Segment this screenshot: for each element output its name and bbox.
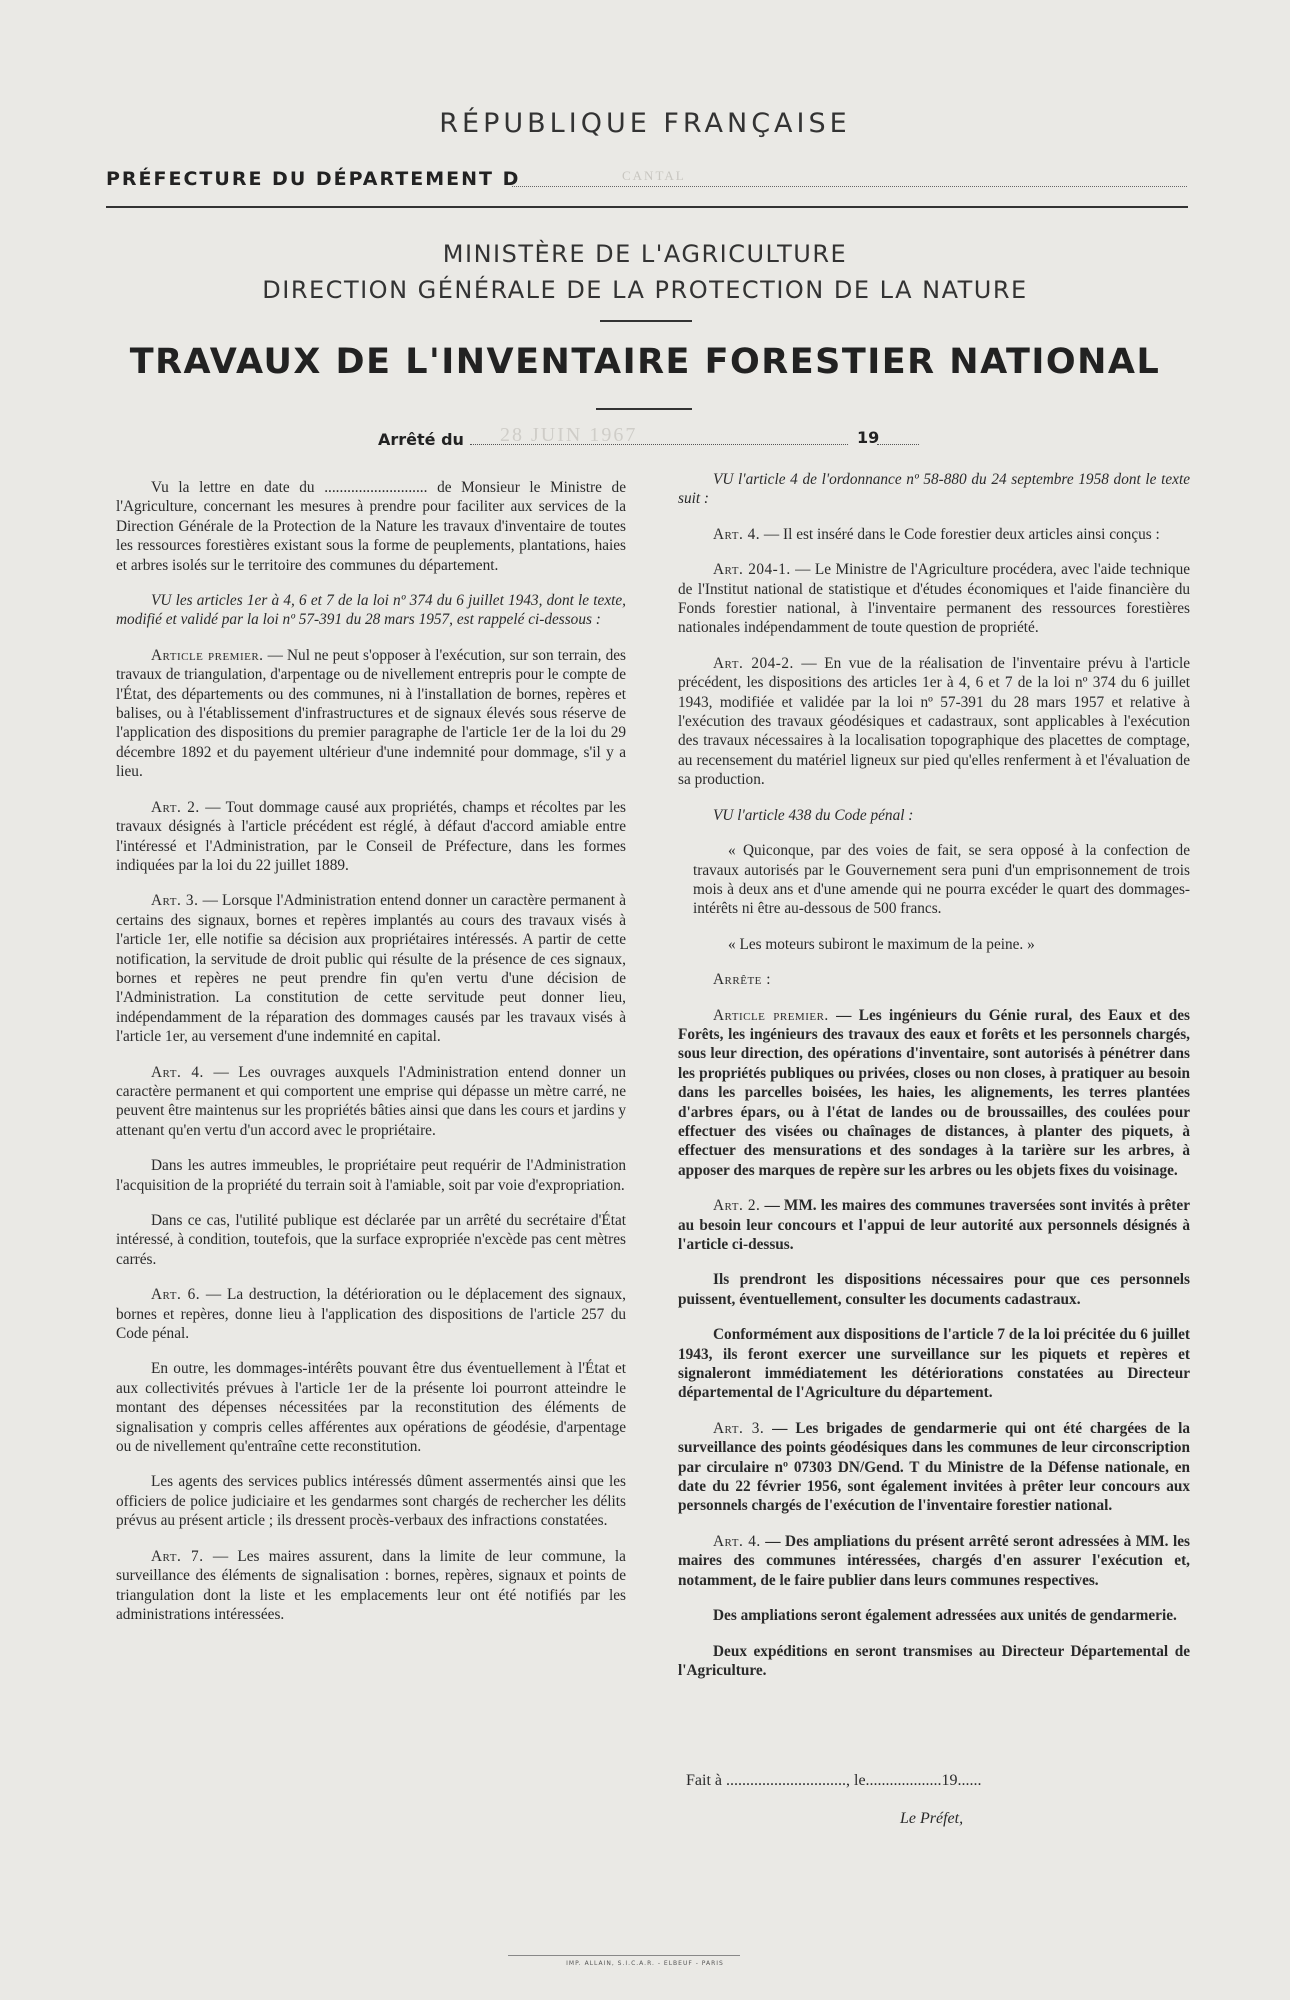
header-rule	[106, 206, 1188, 208]
prefecture-label: PRÉFECTURE DU DÉPARTEMENT D	[106, 168, 521, 190]
decree-article-3: Art. 3. — Les brigades de gendarmerie qui ont été chargées de la surveillance des points géodésiques dans les communes de leur circonscription par circulaire nº 07303 DN/Gend. T du Ministre de la Défense nationale, en date du 22 février 1956, sont également invitées à prêter leur concours aux personnels chargés de l'exécution de l'inventaire forestier national.	[678, 1419, 1190, 1515]
year-label: 19	[857, 428, 880, 447]
paragraph-surveillance: Conformément aux dispositions de l'article 7 de la loi précitée du 6 juillet 1943, ils feront exercer une surveillance sur les piquets et repères et signaleront immédiatement les détériorations constatées au Directeur départemental de l'Agriculture du département.	[678, 1326, 1190, 1402]
decree-article-2: Art. 2. — MM. les maires des communes traversées sont invités à prêter au besoin leur concours et l'appui de leur autorité aux personnels désignés à l'article ci-dessus.	[678, 1197, 1190, 1253]
arrete-label: Arrêté du	[378, 430, 464, 449]
article-3: Art. 3. — Lorsque l'Administration entend donner un caractère permanent à certains des signaux, bornes et repères implantés au cours des travaux visés à l'article 1er, elle notifie sa décision aux propriétaires intéressés. A partir de cette notification, la servitude de droit public qui résulte de la présence de ces signaux, bornes et repères ne peut prendre fin qu'en vertu d'une décision de l'Administration. La constitution de cette servitude peut donner lieu, indépendamment de la réparation des dommages causés par les travaux visés à l'article 1er, au versement d'une indemnité en capital.	[116, 892, 626, 1046]
short-divider	[600, 320, 692, 322]
republic-heading: RÉPUBLIQUE FRANÇAISE	[439, 108, 851, 139]
left-column	[116, 478, 626, 1640]
short-divider	[596, 408, 692, 410]
signature-place-date: Fait à .............................., le...................19......	[686, 1772, 982, 1789]
vu-code-penal-paragraph: VU l'article 438 du Code pénal :	[713, 806, 914, 824]
decree-article-4: Art. 4. — Des ampliations du présent arrêté seront adressées à MM. les maires des communes intéressées, chargés d'en assurer l'exécution et, notamment, de le faire publier dans leurs communes respectives.	[678, 1532, 1190, 1589]
article-204-2: Art. 204-2. — En vue de la réalisation de l'inventaire prévu à l'article précédent, les dispositions des articles 1er à 4, 6 et 7 de la loi nº 374 du 6 juillet 1943, modifiée et validée par la loi nº 57-391 du 28 mars 1957 et relative à l'exécution des travaux géodésiques et cadastraux, sont applicables à l'exécution des travaux nécessaires à la localisation topographique des placettes de comptage, au recensement du matériel ligneux sur pied qu'elles renferment à et l'évaluation de sa production.	[678, 654, 1190, 789]
prefet-signature: Le Préfet,	[900, 1810, 964, 1827]
direction-heading: DIRECTION GÉNÉRALE DE LA PROTECTION DE LA NATURE	[262, 276, 1028, 304]
decree-article-premier: Article premier. — Les ingénieurs du Génie rural, des Eaux et des Forêts, les ingénieurs des travaux des eaux et forêts et les personnels chargés, sous leur direction, des opérations d'inventaire, sont autorisés à pénétrer dans les propriétés publiques ou privées, closes ou non closes, à pratiquer au besoin dans les parcelles boisées, les haies, les alignements, les terres plantées d'arbres épars, ou à l'état de landes ou de broussailles, des coulées pour effectuer des visées ou chaînages de distances, à planter des piquets, à effectuer des mensurations et des sondages à la tarière sur les arbres, à apposer des marques de repère sur les arbres ou les objets fixes du voisinage.	[678, 1006, 1190, 1179]
article-6: Art. 6. — La destruction, la détérioration ou le déplacement des signaux, bornes et repères, donne lieu à l'application des dispositions de l'article 257 du Code pénal.	[116, 1286, 626, 1343]
vu-ordonnance-paragraph: VU l'article 4 de l'ordonnance nº 58-880 du 24 septembre 1958 dont le texte suit :	[678, 471, 1190, 508]
paragraph-autres-immeubles: Dans les autres immeubles, le propriétaire peut requérir de l'Administration l'acquisition de la propriété du terrain soit à l'amiable, soit par voie d'expropriation.	[116, 1157, 626, 1194]
article-2: Art. 2. — Tout dommage causé aux propriétés, champs et récoltes par les travaux désignés à l'article précédent est réglé, à défaut d'accord amiable entre l'intéressé et l'Administration, par le Conseil de Préfecture, dans les formes indiquées par la loi du 22 juillet 1889.	[116, 798, 626, 874]
year-line	[877, 442, 919, 445]
article-7: Art. 7. — Les maires assurent, dans la limite de leur commune, la surveillance des éléments de signalisation : bornes, repères, signaux et points de triangulation dont la liste et les emplacements leur ont été notifiés par les administrations intéressées.	[116, 1547, 626, 1623]
article-4: Art. 4. — Les ouvrages auxquels l'Administration entend donner un caractère permanent et qui comportent une emprise qui dépasse un mètre carré, ne peuvent être maintenus sur les propriétés bâties ainsi que dans les cours et jardins y attenant qu'en vertu d'un accord avec le propriétaire.	[116, 1063, 626, 1139]
vu-law-paragraph: VU les articles 1er à 4, 6 et 7 de la loi nº 374 du 6 juillet 1943, dont le texte, modifié et validé par la loi nº 57-391 du 28 mars 1957, est rappelé ci-dessous :	[116, 592, 626, 629]
article-204-1: Art. 204-1. — Le Ministre de l'Agriculture procédera, avec l'aide technique de l'Institut national de statistique et d'études économiques et l'aide financière du Fonds forestier national, à l'inventaire permanent des ressources forestières nationales indépendamment de toute question de propriété.	[678, 561, 1191, 637]
document-title: TRAVAUX DE L'INVENTAIRE FORESTIER NATIONAL	[129, 342, 1161, 382]
quote-paragraph: « Quiconque, par des voies de fait, se sera opposé à la confection de travaux autorisés par le Gouvernement sera puni d'un emprisonnement de trois mois à deux ans et d'une amende qui ne pourra excéder le quart des dommages-intérêts ni être au-dessous de 500 francs.	[693, 842, 1190, 918]
paragraph-documents-cadastraux: Ils prendront les dispositions nécessaires pour que ces personnels puissent, éventuellement, consulter les documents cadastraux.	[678, 1271, 1190, 1308]
ordonnance-article-4: Art. 4. — Il est inséré dans le Code forestier deux articles ainsi conçus :	[713, 525, 1160, 543]
prefecture-fill-line	[512, 175, 1187, 187]
arrete-heading: Arrête :	[713, 971, 771, 989]
prefecture-stamp: CANTAL	[622, 168, 686, 183]
paragraph-dommages: En outre, les dommages-intérêts pouvant être dus éventuellement à l'État et aux collectivités prévues à l'article 1er de la présente loi pourront atteindre le montant des dépenses nécessitées par la reconstitution des éléments de signalisation y compris celles afférentes aux opérations de géodésie, d'arpentage ou de nivellement qu'entraîne cette reconstitution.	[116, 1360, 626, 1456]
arrete-date-stamp: 28 JUIN 1967	[500, 424, 638, 446]
paragraph-expeditions: Deux expéditions en seront transmises au Directeur Départemental de l'Agriculture.	[678, 1642, 1190, 1679]
printer-imprint: IMP. ALLAIN, S.I.C.A.R. - ELBEUF - PARIS	[566, 1960, 724, 1967]
ministry-heading: MINISTÈRE DE L'AGRICULTURE	[442, 240, 848, 268]
right-column	[678, 470, 1190, 1696]
article-premier: Article premier. — Nul ne peut s'opposer à l'exécution, sur son terrain, des travaux de triangulation, d'arpentage ou de nivellement entrepris pour le compte de l'État, des départements ou des communes, ni à l'installation de bornes, repères et balises, ou à l'établissement d'infrastructures et de signaux élevés sous réserve de l'application des dispositions du premier paragraphe de l'article 1er de la loi du 29 décembre 1892 et du payement ultérieur d'une indemnité pour dommage, s'il y a lieu.	[116, 646, 626, 781]
letter-paragraph: Vu la lettre en date du ........................... de Monsieur le Ministre de l'Agriculture, concernant les mesures à prendre pour faciliter aux services de la Direction Générale de la Protection de la Nature les travaux d'inventaire de toutes les ressources forestières existant sous la forme de peuplements, plantations, haies et arbres isolés sur le territoire des communes du département.	[116, 479, 626, 574]
paragraph-utilite-publique: Dans ce cas, l'utilité publique est déclarée par un arrêté du secrétaire d'État intéressé, à condition, toutefois, que la surface expropriée n'excède pas cent mètres carrés.	[116, 1212, 626, 1268]
footer-rule	[508, 1955, 740, 1956]
quote-paragraph: « Les moteurs subiront le maximum de la peine. »	[728, 935, 1035, 953]
paragraph-agents: Les agents des services publics intéressés dûment assermentés ainsi que les officiers de police judiciaire et les gendarmes sont chargés de rechercher les délits prévus au présent article ; ils dressent procès-verbaux des infractions constatées.	[116, 1473, 626, 1530]
paragraph-ampliations: Des ampliations seront également adressées aux unités de gendarmerie.	[713, 1607, 1177, 1625]
